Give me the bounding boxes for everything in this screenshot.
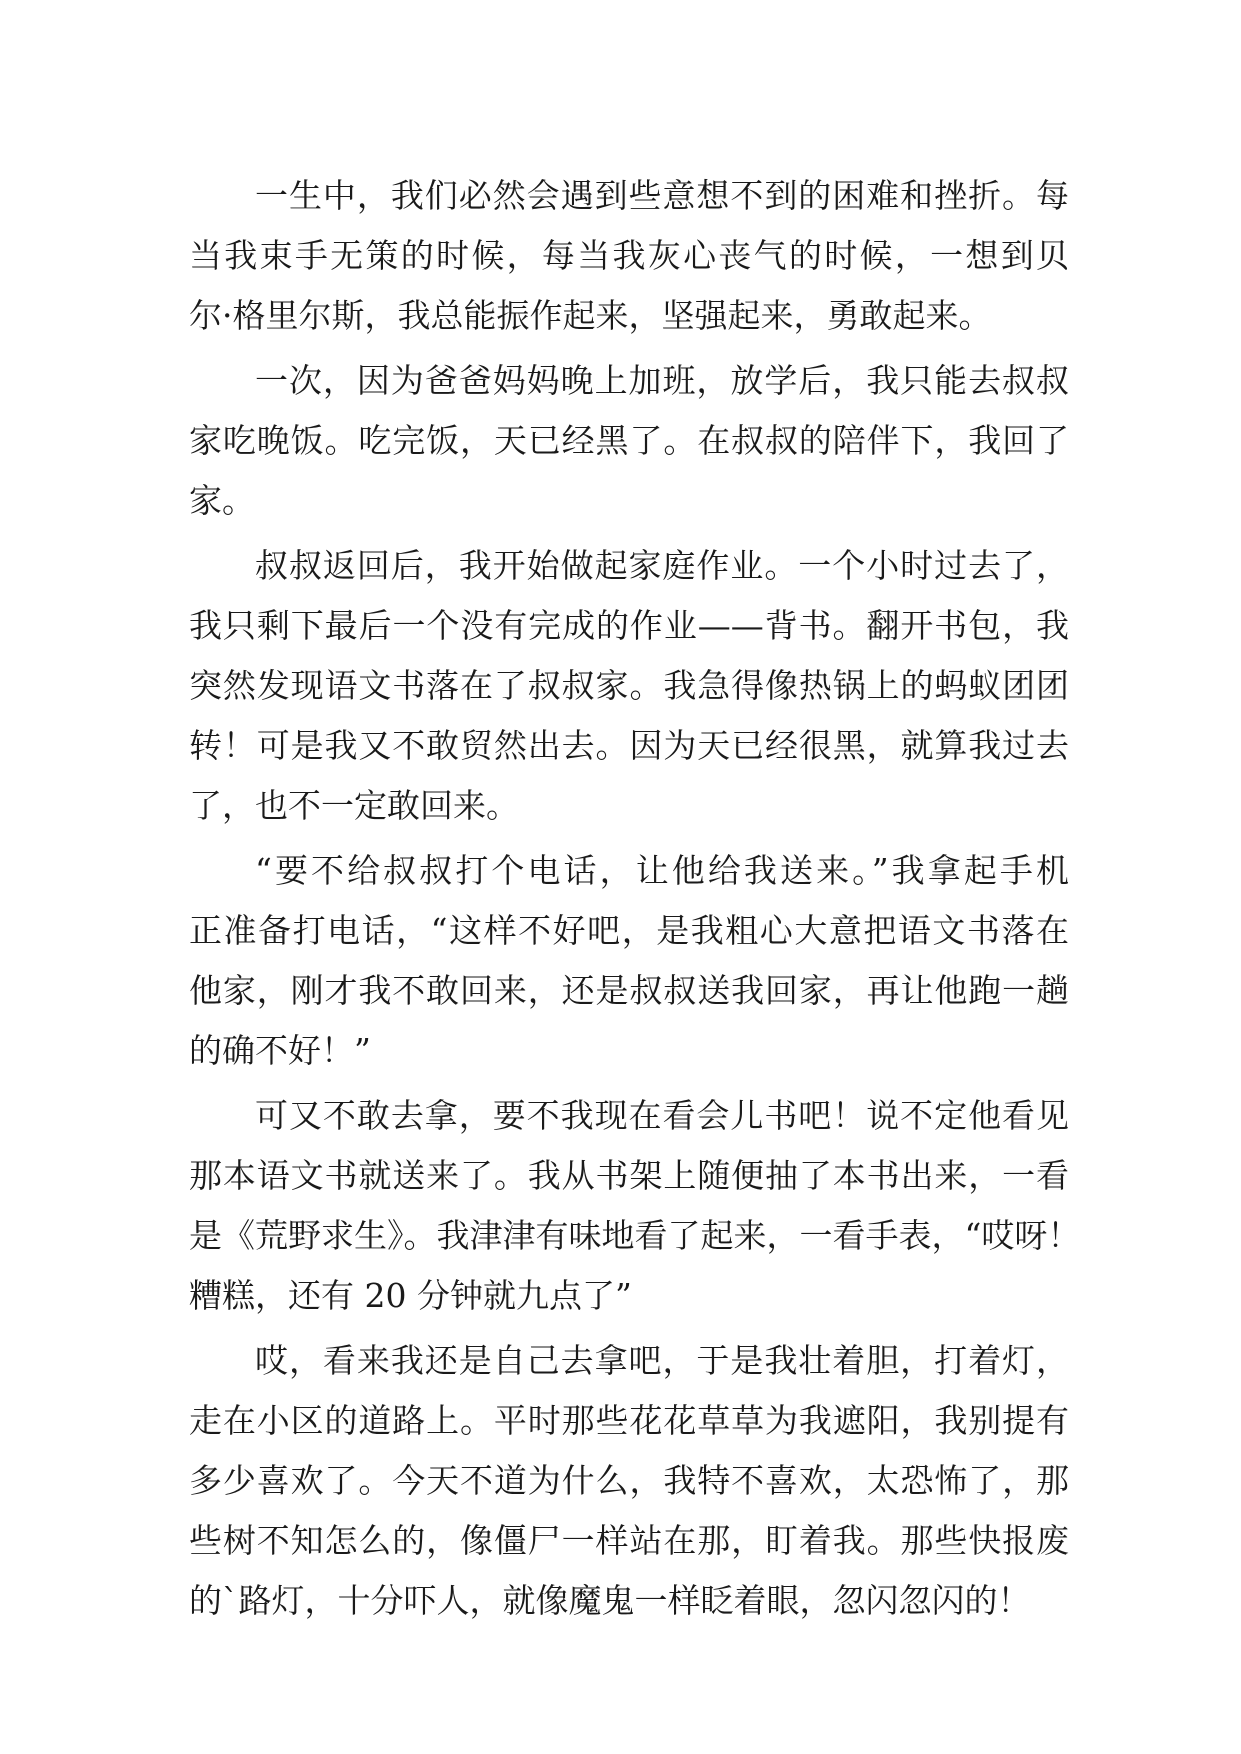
text-line: 我只剩下最后一个没有完成的作业——背书。翻开书包，我: [189, 606, 1069, 645]
text-line: 糟糕，还有 20 分钟就九点了”: [189, 1276, 632, 1315]
text-line: 转！可是我又不敢贸然出去。因为天已经很黑，就算我过去: [189, 726, 1069, 765]
paragraph: [189, 841, 1069, 1081]
text-line: 多少喜欢了。今天不道为什么，我特不喜欢，太恐怖了，那: [189, 1461, 1069, 1500]
text-line: 尔·格里尔斯，我总能振作起来，坚强起来，勇敢起来。: [189, 296, 992, 335]
paragraph: [189, 351, 1069, 531]
paragraph: [189, 1331, 1069, 1631]
text-line: 些树不知怎么的，像僵尸一样站在那，盯着我。那些快报废: [189, 1521, 1069, 1560]
document-body: [189, 166, 1081, 1636]
text-line: 家吃晚饭。吃完饭，天已经黑了。在叔叔的陪伴下，我回了: [189, 421, 1069, 460]
text-line: 当我束手无策的时候，每当我灰心丧气的时候，一想到贝: [189, 236, 1069, 275]
text-line: 叔叔返回后，我开始做起家庭作业。一个小时过去了，: [255, 546, 1069, 585]
text-line: 了，也不一定敢回来。: [189, 786, 519, 825]
text-line: 走在小区的道路上。平时那些花花草草为我遮阳，我别提有: [189, 1401, 1069, 1440]
paragraph: [189, 1086, 1081, 1326]
text-line: 哎，看来我还是自己去拿吧，于是我壮着胆，打着灯，: [255, 1341, 1069, 1380]
text-line: 突然发现语文书落在了叔叔家。我急得像热锅上的蚂蚁团团: [189, 666, 1069, 705]
text-line: “要不给叔叔打个电话，让他给我送来。”我拿起手机: [255, 851, 1069, 890]
text-line: 的确不好！”: [189, 1031, 371, 1070]
text-line: 是《荒野求生》。我津津有味地看了起来，一看手表，“哎呀！: [189, 1216, 1081, 1255]
paragraph: [189, 166, 1069, 346]
text-line: 他家，刚才我不敢回来，还是叔叔送我回家，再让他跑一趟: [189, 971, 1069, 1010]
text-line: 的`路灯，十分吓人，就像魔鬼一样眨着眼，忽闪忽闪的！: [189, 1581, 1031, 1620]
text-line: 那本语文书就送来了。我从书架上随便抽了本书出来，一看: [189, 1156, 1069, 1195]
text-line: 一生中，我们必然会遇到些意想不到的困难和挫折。每: [255, 176, 1069, 215]
text-line: 一次，因为爸爸妈妈晚上加班，放学后，我只能去叔叔: [255, 361, 1069, 400]
text-line: 可又不敢去拿，要不我现在看会儿书吧！说不定他看见: [255, 1096, 1069, 1135]
text-line: 正准备打电话，“这样不好吧，是我粗心大意把语文书落在: [189, 911, 1069, 950]
text-line: 家。: [189, 481, 255, 520]
paragraph: [189, 536, 1069, 836]
